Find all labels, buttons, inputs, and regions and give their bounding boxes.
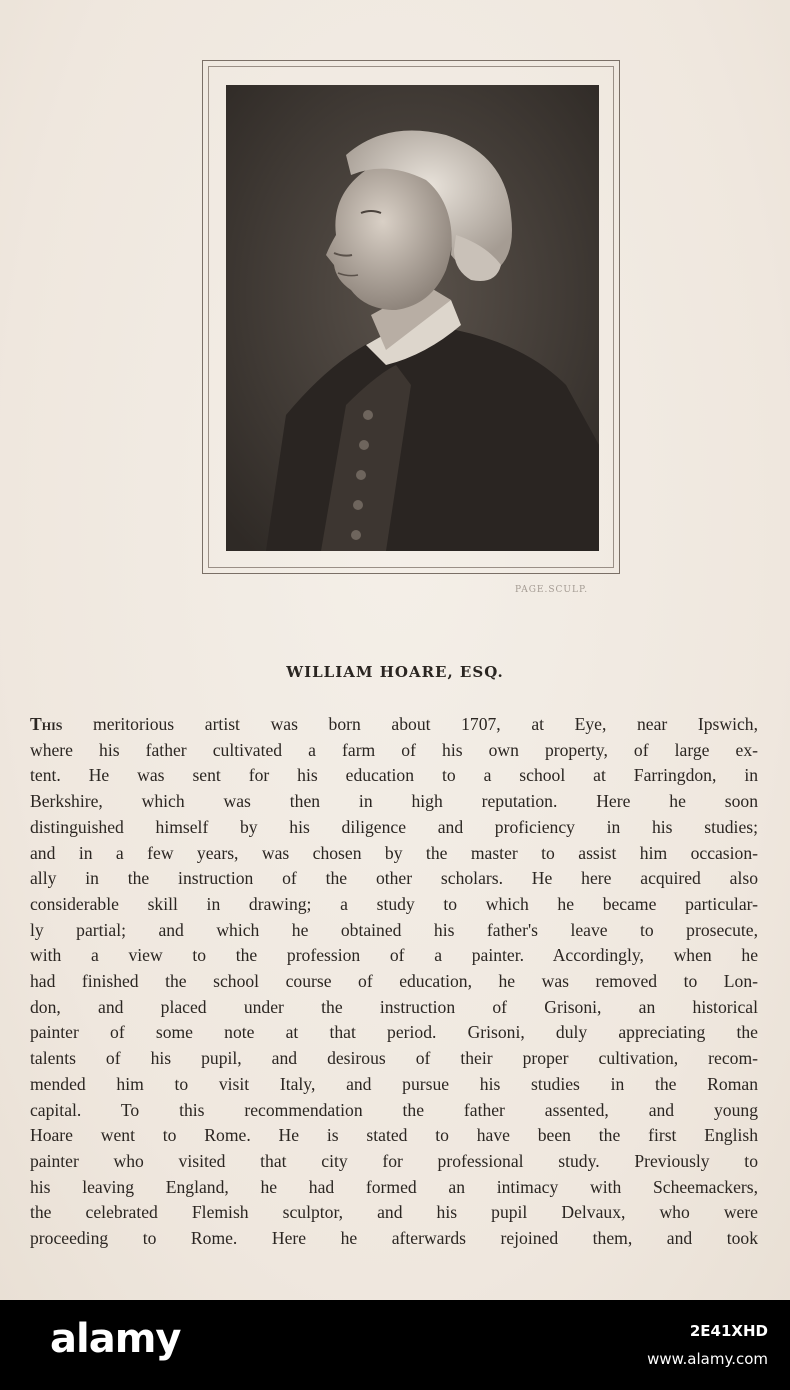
text-line: distinguished himself by his diligence and proficiency in his studies;: [30, 816, 758, 837]
text-line: ly partial; and which he obtained his father's leave to prosecute,: [30, 919, 758, 940]
body-text: [30, 712, 758, 1252]
text-line: had finished the school course of education, he was removed to Lon-: [30, 971, 758, 992]
text-line: This meritorious artist was born about 1707, at Eye, near Ipswich,: [30, 714, 758, 734]
text-line: mended him to visit Italy, and pursue his studies in the Roman: [30, 1073, 758, 1094]
site-url: www.alamy.com: [647, 1350, 768, 1368]
text-line: Berkshire, which was then in high reputation. Here he soon: [30, 791, 758, 812]
text-line: painter of some note at that period. Grisoni, duly appreciating the: [30, 1022, 758, 1043]
text-line: painter who visited that city for professional study. Previously to: [30, 1150, 758, 1171]
text-line: ally in the instruction of the other scholars. He here acquired also: [30, 868, 758, 889]
text-line: don, and placed under the instruction of Grisoni, an historical: [30, 996, 758, 1017]
portrait-illustration: [226, 85, 599, 551]
page-title: WILLIAM HOARE, ESQ.: [286, 663, 504, 681]
text-line: talents of his pupil, and desirous of their proper cultivation, recom-: [30, 1048, 758, 1069]
text-line: his leaving England, he had formed an intimacy with Scheemackers,: [30, 1176, 758, 1197]
text-line: and in a few years, was chosen by the master to assist him occasion-: [30, 842, 758, 863]
text-line: considerable skill in drawing; a study to which he became particular-: [30, 893, 758, 914]
text-line: capital. To this recommendation the father assented, and young: [30, 1099, 758, 1120]
portrait-engraving: [226, 85, 599, 551]
text-line: the celebrated Flemish sculptor, and his pupil Delvaux, who were: [30, 1202, 758, 1223]
text-line: Hoare went to Rome. He is stated to have been the first English: [30, 1125, 758, 1146]
text-line: proceeding to Rome. Here he afterwards rejoined them, and took: [30, 1228, 758, 1249]
text-line: tent. He was sent for his education to a school at Farringdon, in: [30, 765, 758, 786]
text-line: where his father cultivated a farm of his own property, of large ex-: [30, 739, 758, 760]
lead-word: This: [30, 714, 63, 734]
text-line: with a view to the profession of a painter. Accordingly, when he: [30, 945, 758, 966]
engraver-credit: PAGE.SCULP.: [515, 585, 589, 595]
alamy-logo: alamy: [50, 1316, 181, 1362]
image-id: 2E41XHD: [689, 1322, 768, 1340]
